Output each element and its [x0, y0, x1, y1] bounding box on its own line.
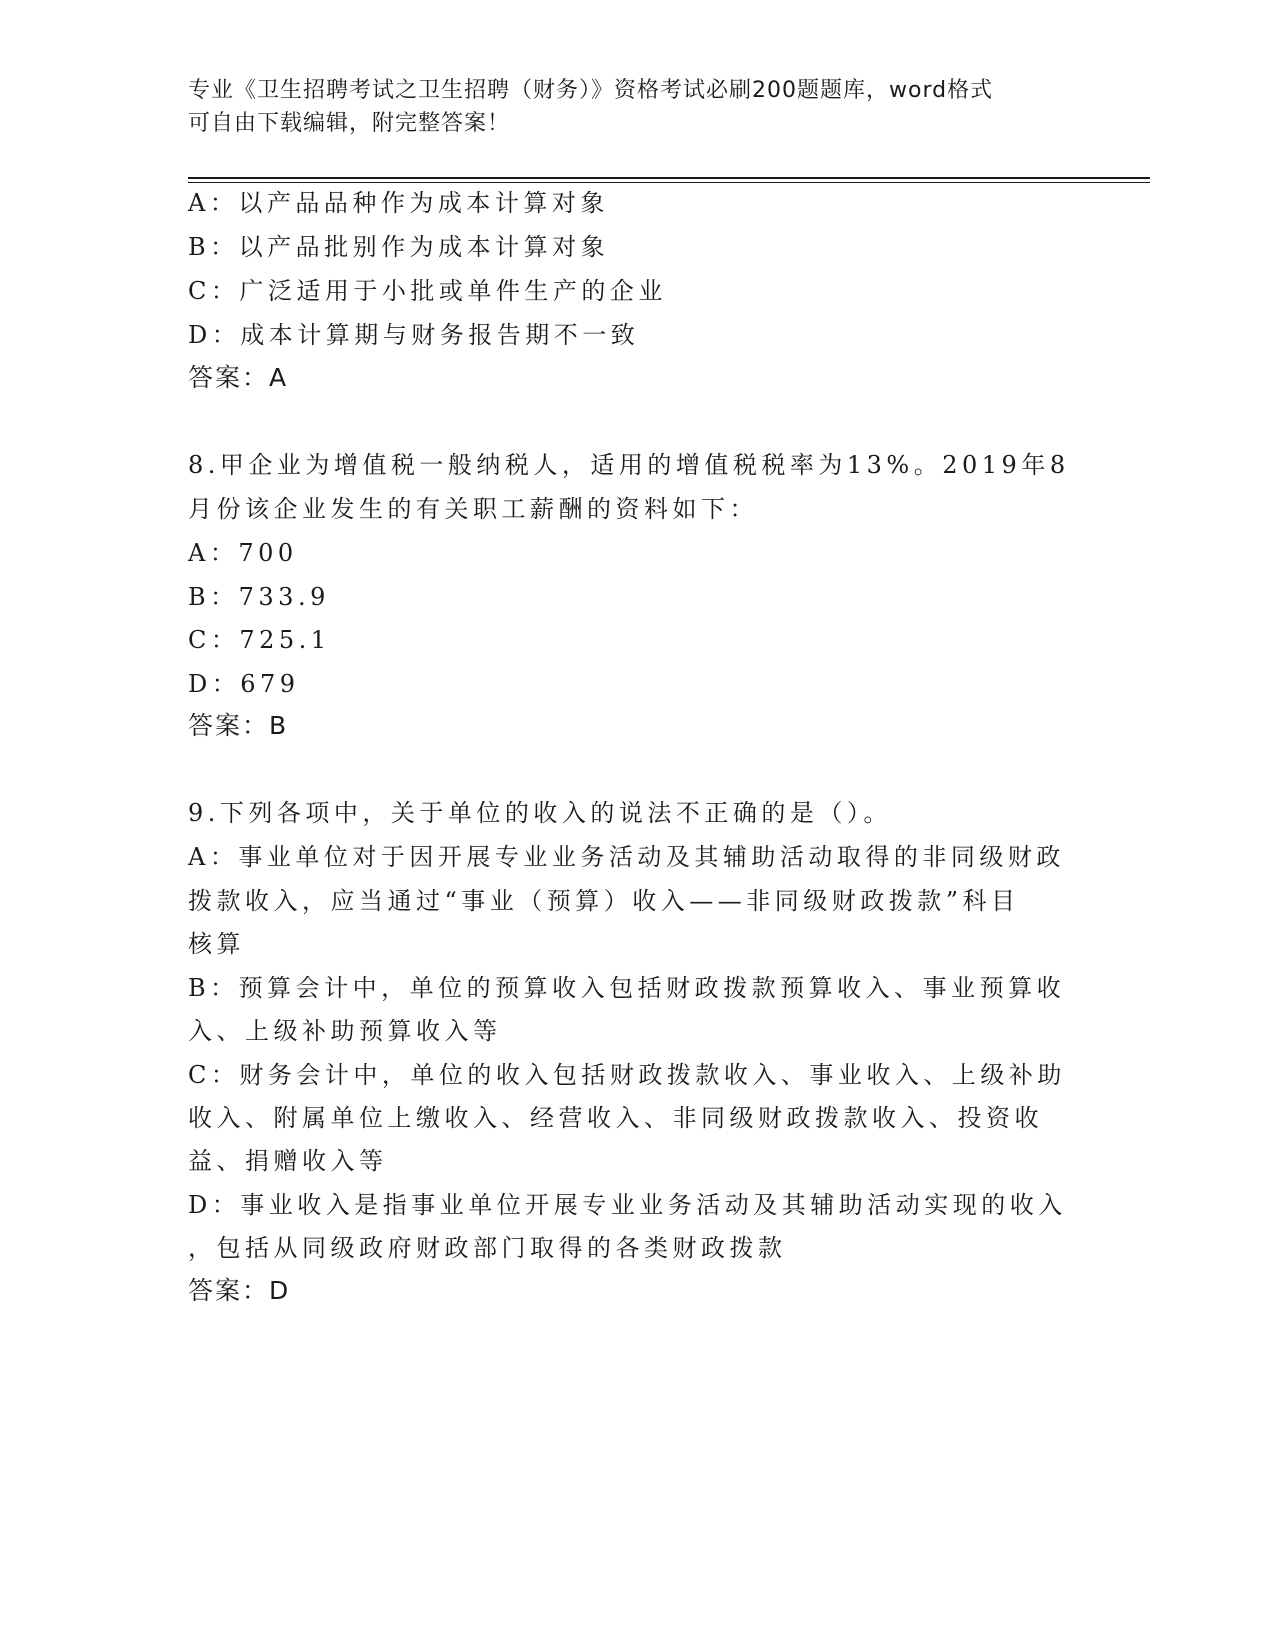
- header-title-line-1: 专业《卫生招聘考试之卫生招聘（财务）》资格考试必刷200题题库，word格式: [188, 78, 994, 103]
- q7-option-b: B：以产品批别作为成本计算对象: [188, 233, 610, 261]
- q9-answer: 答案：D: [188, 1276, 291, 1305]
- q9-option-a-line-3: 核算: [188, 930, 245, 958]
- q8-answer: 答案：B: [188, 711, 289, 740]
- q9-option-c-line-1: C：财务会计中，单位的收入包括财政拨款收入、事业收入、上级补助: [188, 1061, 1066, 1089]
- q8-stem-line-1: 8.甲企业为增值税一般纳税人，适用的增值税税率为13%。2019年8: [188, 451, 1070, 479]
- header-divider-thick: [188, 177, 1150, 179]
- q7-option-a: A：以产品品种作为成本计算对象: [188, 189, 609, 217]
- q9-option-b-line-2: 入、上级补助预算收入等: [188, 1017, 502, 1045]
- q9-option-d-line-2: ，包括从同级政府财政部门取得的各类财政拨款: [188, 1234, 787, 1262]
- document-header: [188, 74, 1088, 140]
- q8-option-d: D：679: [188, 670, 300, 698]
- q9-option-c-line-3: 益、捐赠收入等: [188, 1147, 388, 1175]
- q9-option-a-line-1: A：事业单位对于因开展专业业务活动及其辅助活动取得的非同级财政: [188, 843, 1065, 871]
- q9-stem: 9.下列各项中，关于单位的收入的说法不正确的是（）。: [188, 799, 892, 827]
- q8-option-a: A：700: [188, 539, 298, 567]
- q9-option-b-line-1: B：预算会计中，单位的预算收入包括财政拨款预算收入、事业预算收: [188, 974, 1066, 1002]
- q7-option-c: C：广泛适用于小批或单件生产的企业: [188, 277, 667, 305]
- q9-option-c-line-2: 收入、附属单位上缴收入、经营收入、非同级财政拨款收入、投资收: [188, 1104, 1043, 1132]
- q7-option-d: D：成本计算期与财务报告期不一致: [188, 321, 640, 349]
- q8-option-c: C：725.1: [188, 626, 331, 654]
- header-divider-thin: [188, 182, 1150, 183]
- q7-answer: 答案：A: [188, 363, 289, 392]
- header-title-line-2: 可自由下载编辑，附完整答案！: [188, 111, 511, 136]
- q8-option-b: B：733.9: [188, 583, 330, 611]
- q8-stem-line-2: 月份该企业发生的有关职工薪酬的资料如下：: [188, 495, 758, 523]
- q9-option-a-line-2: 拨款收入，应当通过“事业（预算）收入——非同级财政拨款”科目: [188, 887, 1020, 915]
- q9-option-d-line-1: D：事业收入是指事业单位开展专业业务活动及其辅助活动实现的收入: [188, 1191, 1067, 1219]
